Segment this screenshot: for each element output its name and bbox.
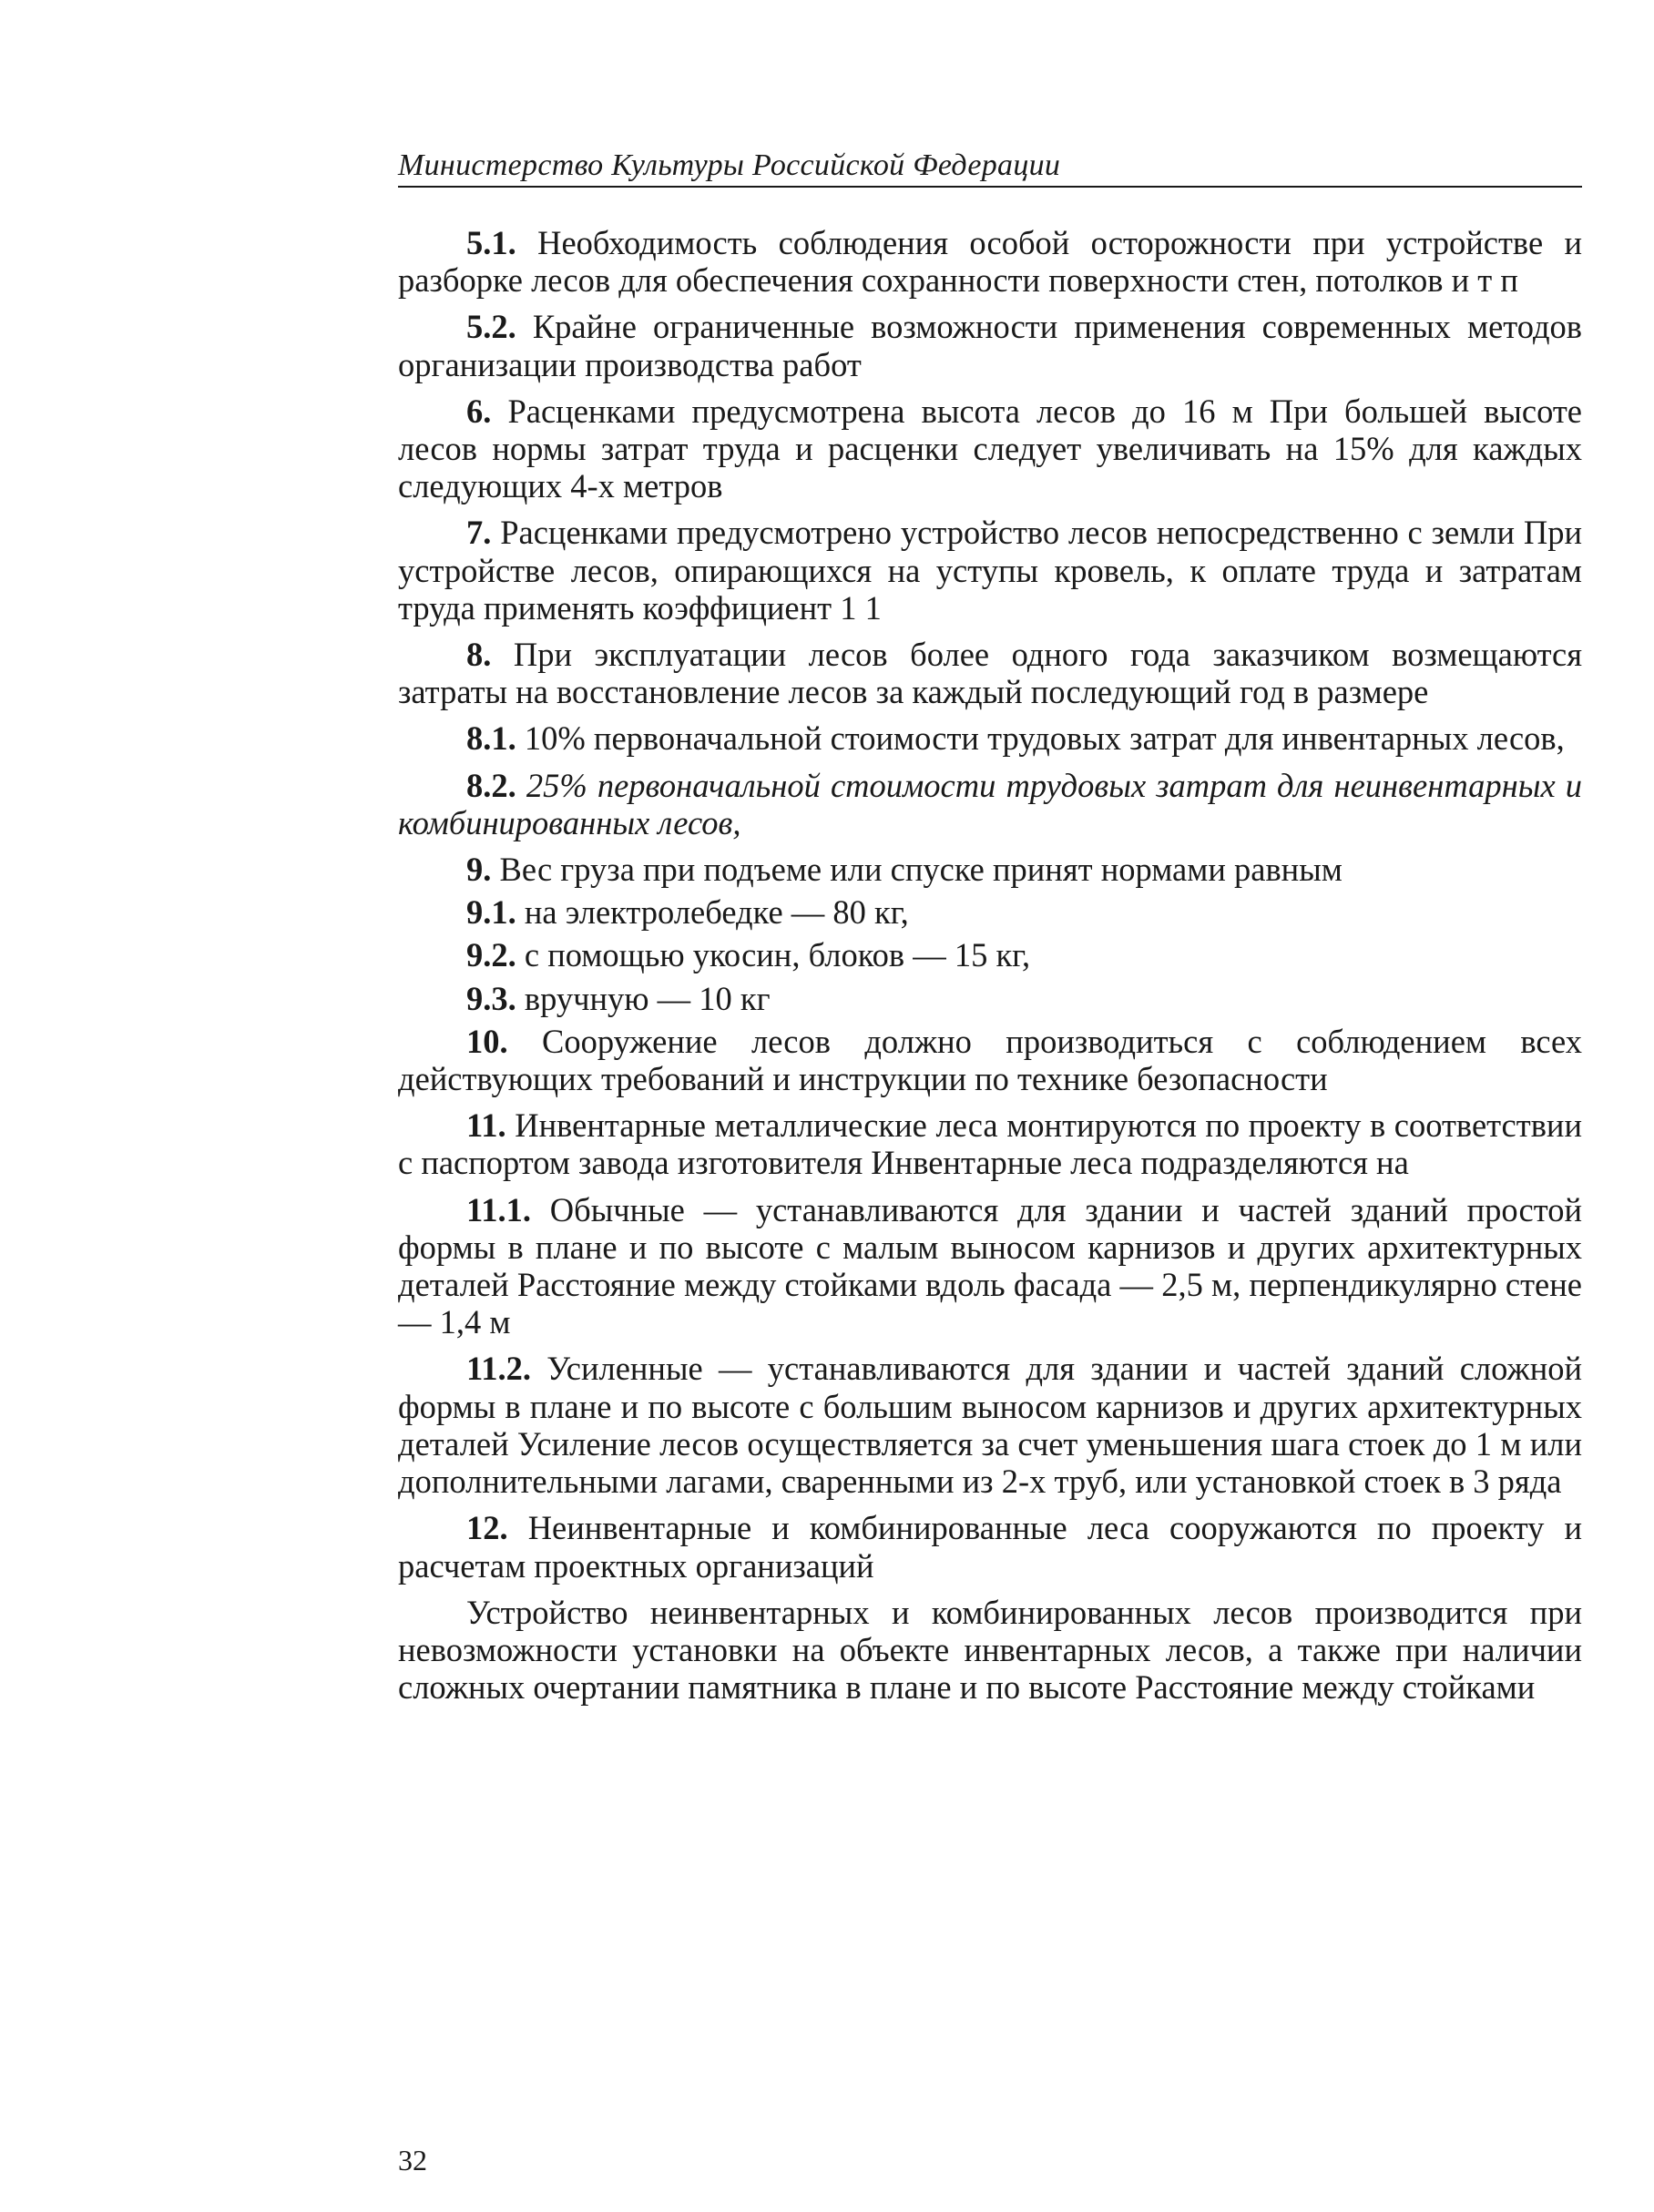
paragraph-11: [398, 1106, 1582, 1181]
paragraph-12: [398, 1509, 1582, 1584]
paragraph-text: на электролебедке — 80 кг,: [524, 893, 909, 932]
paragraph-number: 8.1.: [466, 719, 516, 758]
paragraph-text: Устройство неинвентарных и комбинированных лесов производится при невозможности установки на объекте инвентарных лесов, а также при наличии сложных очертании памятника в плане и по высоте Расстояние между стойками: [398, 1593, 1582, 1707]
paragraph-number: 6.: [466, 392, 492, 430]
paragraph-text: Сооружение лесов должно производиться с соблюдением всех действующих требований и инструкции по технике безопасности: [398, 1022, 1583, 1098]
paragraph-7: [398, 514, 1582, 627]
paragraph-number: 8.2.: [466, 766, 516, 804]
paragraph-number: 11.1.: [466, 1190, 531, 1228]
paragraph-number: 9.3.: [466, 979, 516, 1017]
paragraph-5-2: [398, 308, 1582, 382]
paragraph-text: Инвентарные металлические леса монтируются по проекту в соответствии с паспортом завода изготовителя Инвентарные леса подразделяются на: [398, 1106, 1583, 1182]
paragraph-number: 9.: [466, 851, 492, 889]
paragraph-9-1: [398, 893, 1582, 931]
header-rule: [398, 186, 1582, 188]
page-number: 32: [398, 2144, 427, 2176]
paragraph-number: 9.1.: [466, 893, 516, 932]
paragraph-8: [398, 636, 1582, 710]
paragraph-number: 8.: [466, 636, 492, 674]
paragraph-8-1: [398, 719, 1582, 757]
paragraph-number: 12.: [466, 1509, 508, 1547]
paragraph-text: вручную — 10 кг: [524, 979, 771, 1017]
paragraph-unnumbered: [398, 1594, 1582, 1707]
paragraph-11-1: [398, 1191, 1582, 1341]
paragraph-number: 11.2.: [466, 1350, 531, 1388]
paragraph-9-2: [398, 936, 1582, 973]
paragraph-text: Крайне ограниченные возможности применения современных методов организации производства работ: [398, 308, 1582, 383]
paragraph-text: Расценками предусмотрено устройство лесов непосредственно с земли При устройстве лесов, опирающихся на уступы кровель, к оплате труда и затратам труда применять коэффициент 1 1: [398, 514, 1583, 627]
paragraph-8-2: [398, 767, 1582, 841]
paragraph-number: 5.2.: [466, 308, 516, 346]
paragraph-text: Расценками предусмотрена высота лесов до 16 м При большей высоте лесов нормы затрат труда и расценки следует увеличивать на 15% для каждых следующих 4-х метров: [398, 392, 1583, 505]
paragraph-text: При эксплуатации лесов более одного года заказчиком возмещаются затраты на восстановление лесов за каждый последующий год в размере: [398, 636, 1583, 711]
paragraph-11-2: [398, 1350, 1582, 1500]
paragraph-5-1: [398, 224, 1582, 299]
paragraph-text: Необходимость соблюдения особой осторожности при устройстве и разборке лесов для обеспечения сохранности поверхности стен, потолков и т п: [398, 224, 1583, 300]
paragraph-text: Вес груза при подъеме или спуске принят нормами равным: [499, 851, 1343, 889]
paragraph-text: Обычные — устанавливаются для здании и частей зданий простой формы в плане и по высоте с малым выносом карнизов и других архитектурных деталей Расстояние между стойками вдоль фасада — 2,5 м, перпендикулярно стене — 1,4 м: [398, 1190, 1582, 1341]
paragraph-number: 10.: [466, 1022, 508, 1060]
paragraph-text: 25% первоначальной стоимости трудовых затрат для неинвентарных и комбинированных лесов,: [398, 766, 1582, 841]
paragraph-text: Усиленные — устанавливаются для здании и частей зданий сложной формы в плане и по высоте с большим выносом карнизов и других архитектурных деталей Усиление лесов осуществляется за счет уменьшения шага стоек до 1 м или дополнительными лагами, сваренными из 2-х труб, или установкой стоек в 3 ряда: [398, 1350, 1583, 1501]
paragraph-text: с помощью укосин, блоков — 15 кг,: [524, 936, 1031, 974]
paragraph-6: [398, 392, 1582, 505]
paragraph-number: 9.2.: [466, 936, 516, 974]
paragraph-text: Неинвентарные и комбинированные леса сооружаются по проекту и расчетам проектных организаций: [398, 1509, 1583, 1585]
body-text: [398, 224, 1582, 1715]
paragraph-number: 11.: [466, 1106, 506, 1145]
paragraph-number: 7.: [466, 514, 492, 552]
paragraph-9-3: [398, 980, 1582, 1017]
paragraph-number: 5.1.: [466, 224, 516, 261]
running-header: Министерство Культуры Российской Федерации: [398, 148, 1061, 182]
paragraph-10: [398, 1023, 1582, 1097]
paragraph-9: [398, 851, 1582, 888]
paragraph-text: 10% первоначальной стоимости трудовых затрат для инвентарных лесов,: [524, 719, 1565, 758]
